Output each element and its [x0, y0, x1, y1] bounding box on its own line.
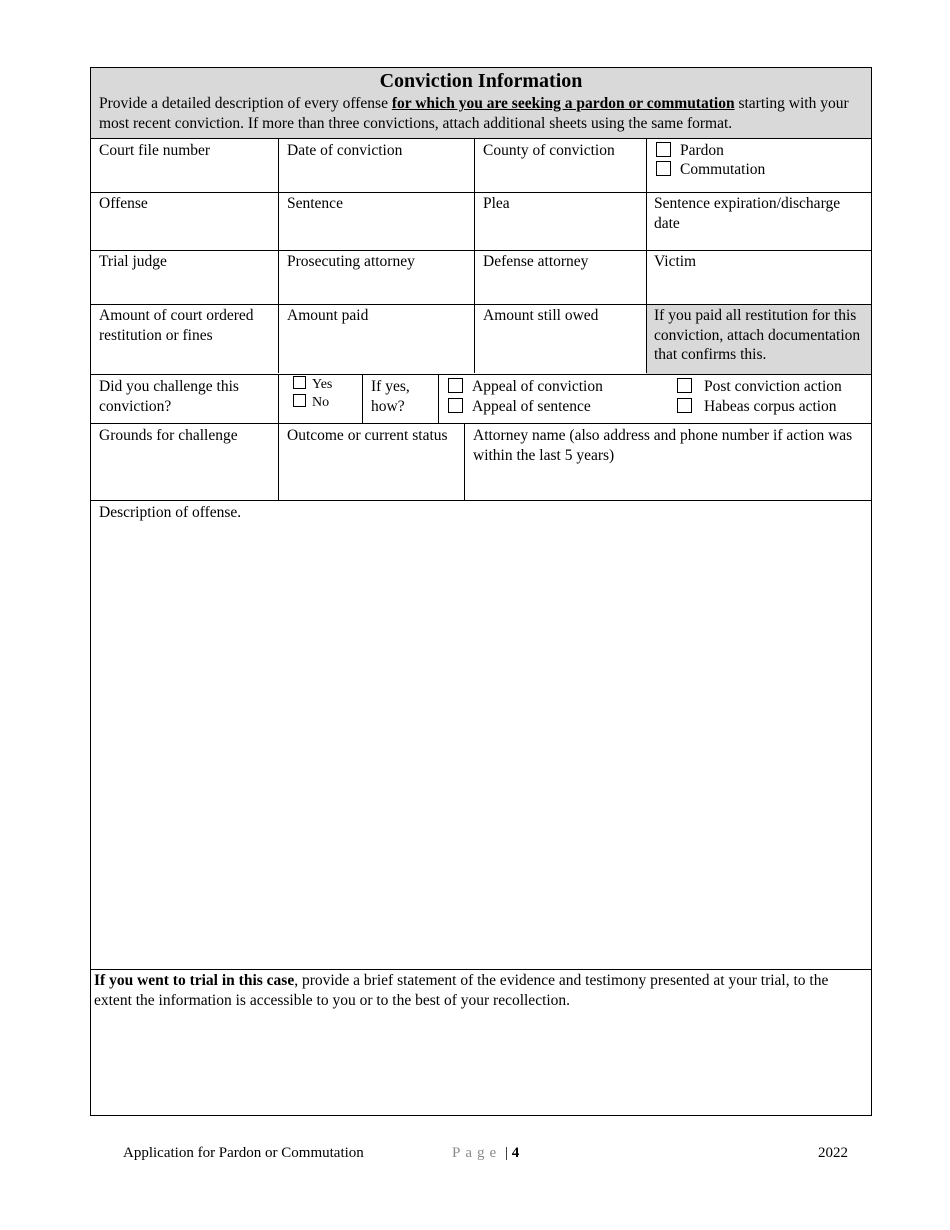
habeas-corpus-option[interactable] [677, 397, 837, 417]
no-checkbox[interactable] [293, 394, 306, 407]
outcome-status-label: Outcome or current status [287, 427, 448, 444]
yes-checkbox[interactable] [293, 376, 306, 389]
appeal-sentence-checkbox[interactable] [448, 398, 463, 413]
instructions-text: Provide a detailed description of every offense [99, 95, 392, 112]
offense-label: Offense [99, 195, 148, 212]
commutation-checkbox[interactable] [656, 161, 671, 176]
sentence-expiration-label: Sentence expiration/discharge date [654, 195, 841, 232]
post-conviction-label: Post conviction action [704, 378, 842, 395]
description-label: Description of offense. [99, 504, 242, 521]
appeal-conviction-option[interactable] [448, 377, 603, 397]
sentence-label: Sentence [287, 195, 343, 212]
post-conviction-checkbox[interactable] [677, 378, 692, 393]
court-file-number-label: Court file number [99, 142, 211, 159]
habeas-corpus-label: Habeas corpus action [704, 398, 837, 415]
challenge-question-label: Did you challenge this conviction? [99, 378, 239, 415]
no-option[interactable] [293, 394, 329, 412]
habeas-corpus-checkbox[interactable] [677, 398, 692, 413]
no-label: No [312, 395, 330, 410]
yes-label: Yes [312, 377, 333, 392]
pardon-label: Pardon [680, 142, 724, 159]
page-number: 4 [511, 1145, 520, 1161]
trial-judge-label: Trial judge [99, 253, 167, 270]
plea-label: Plea [483, 195, 510, 212]
section-instructions [99, 94, 869, 134]
restitution-note: If you paid all restitution for this conviction, attach documentation that confirms this. [654, 307, 861, 363]
amount-paid-label: Amount paid [287, 307, 369, 324]
prosecuting-attorney-label: Prosecuting attorney [287, 253, 415, 270]
trial-statement-text: , provide a brief statement of the evidence and testimony presented at your trial, to the extent the information is accessible to you or to the best of your recollection. [94, 972, 829, 1009]
commutation-label: Commutation [680, 161, 766, 178]
county-of-conviction-label: County of conviction [483, 142, 615, 159]
date-of-conviction-label: Date of conviction [287, 142, 403, 159]
conviction-form [90, 67, 872, 1116]
yes-option[interactable] [293, 376, 332, 394]
pardon-option[interactable] [656, 141, 724, 161]
trial-statement-label [94, 971, 870, 1010]
commutation-option[interactable] [656, 160, 765, 180]
footer-title: Application for Pardon or Commutation [123, 1145, 364, 1161]
instructions-text-end: starting with your most recent conviction. If more than three convictions, attach additional sheets using the same format. [99, 95, 849, 132]
page-indicator [452, 1145, 519, 1162]
victim-label: Victim [654, 253, 697, 270]
form-header [91, 68, 871, 139]
defense-attorney-label: Defense attorney [483, 253, 589, 270]
appeal-sentence-label: Appeal of sentence [472, 398, 591, 415]
instructions-emphasis: for which you are seeking a pardon or commutation [391, 95, 735, 112]
pardon-checkbox[interactable] [656, 142, 671, 157]
post-conviction-option[interactable] [677, 377, 842, 397]
page-separator: | [504, 1145, 508, 1161]
appeal-conviction-checkbox[interactable] [448, 378, 463, 393]
amount-owed-label: Amount still owed [483, 307, 599, 324]
attorney-name-label: Attorney name (also address and phone number if action was within the last 5 years) [473, 427, 853, 464]
grounds-for-challenge-label: Grounds for challenge [99, 427, 238, 444]
trial-statement-bold: If you went to trial in this case [94, 972, 295, 989]
section-title: Conviction Information [379, 70, 583, 92]
page-word: Page [452, 1145, 502, 1161]
if-yes-how-label: If yes, how? [371, 378, 410, 415]
footer-year: 2022 [818, 1145, 848, 1161]
appeal-conviction-label: Appeal of conviction [472, 378, 603, 395]
restitution-label: Amount of court ordered restitution or fines [99, 307, 254, 344]
appeal-sentence-option[interactable] [448, 397, 591, 417]
